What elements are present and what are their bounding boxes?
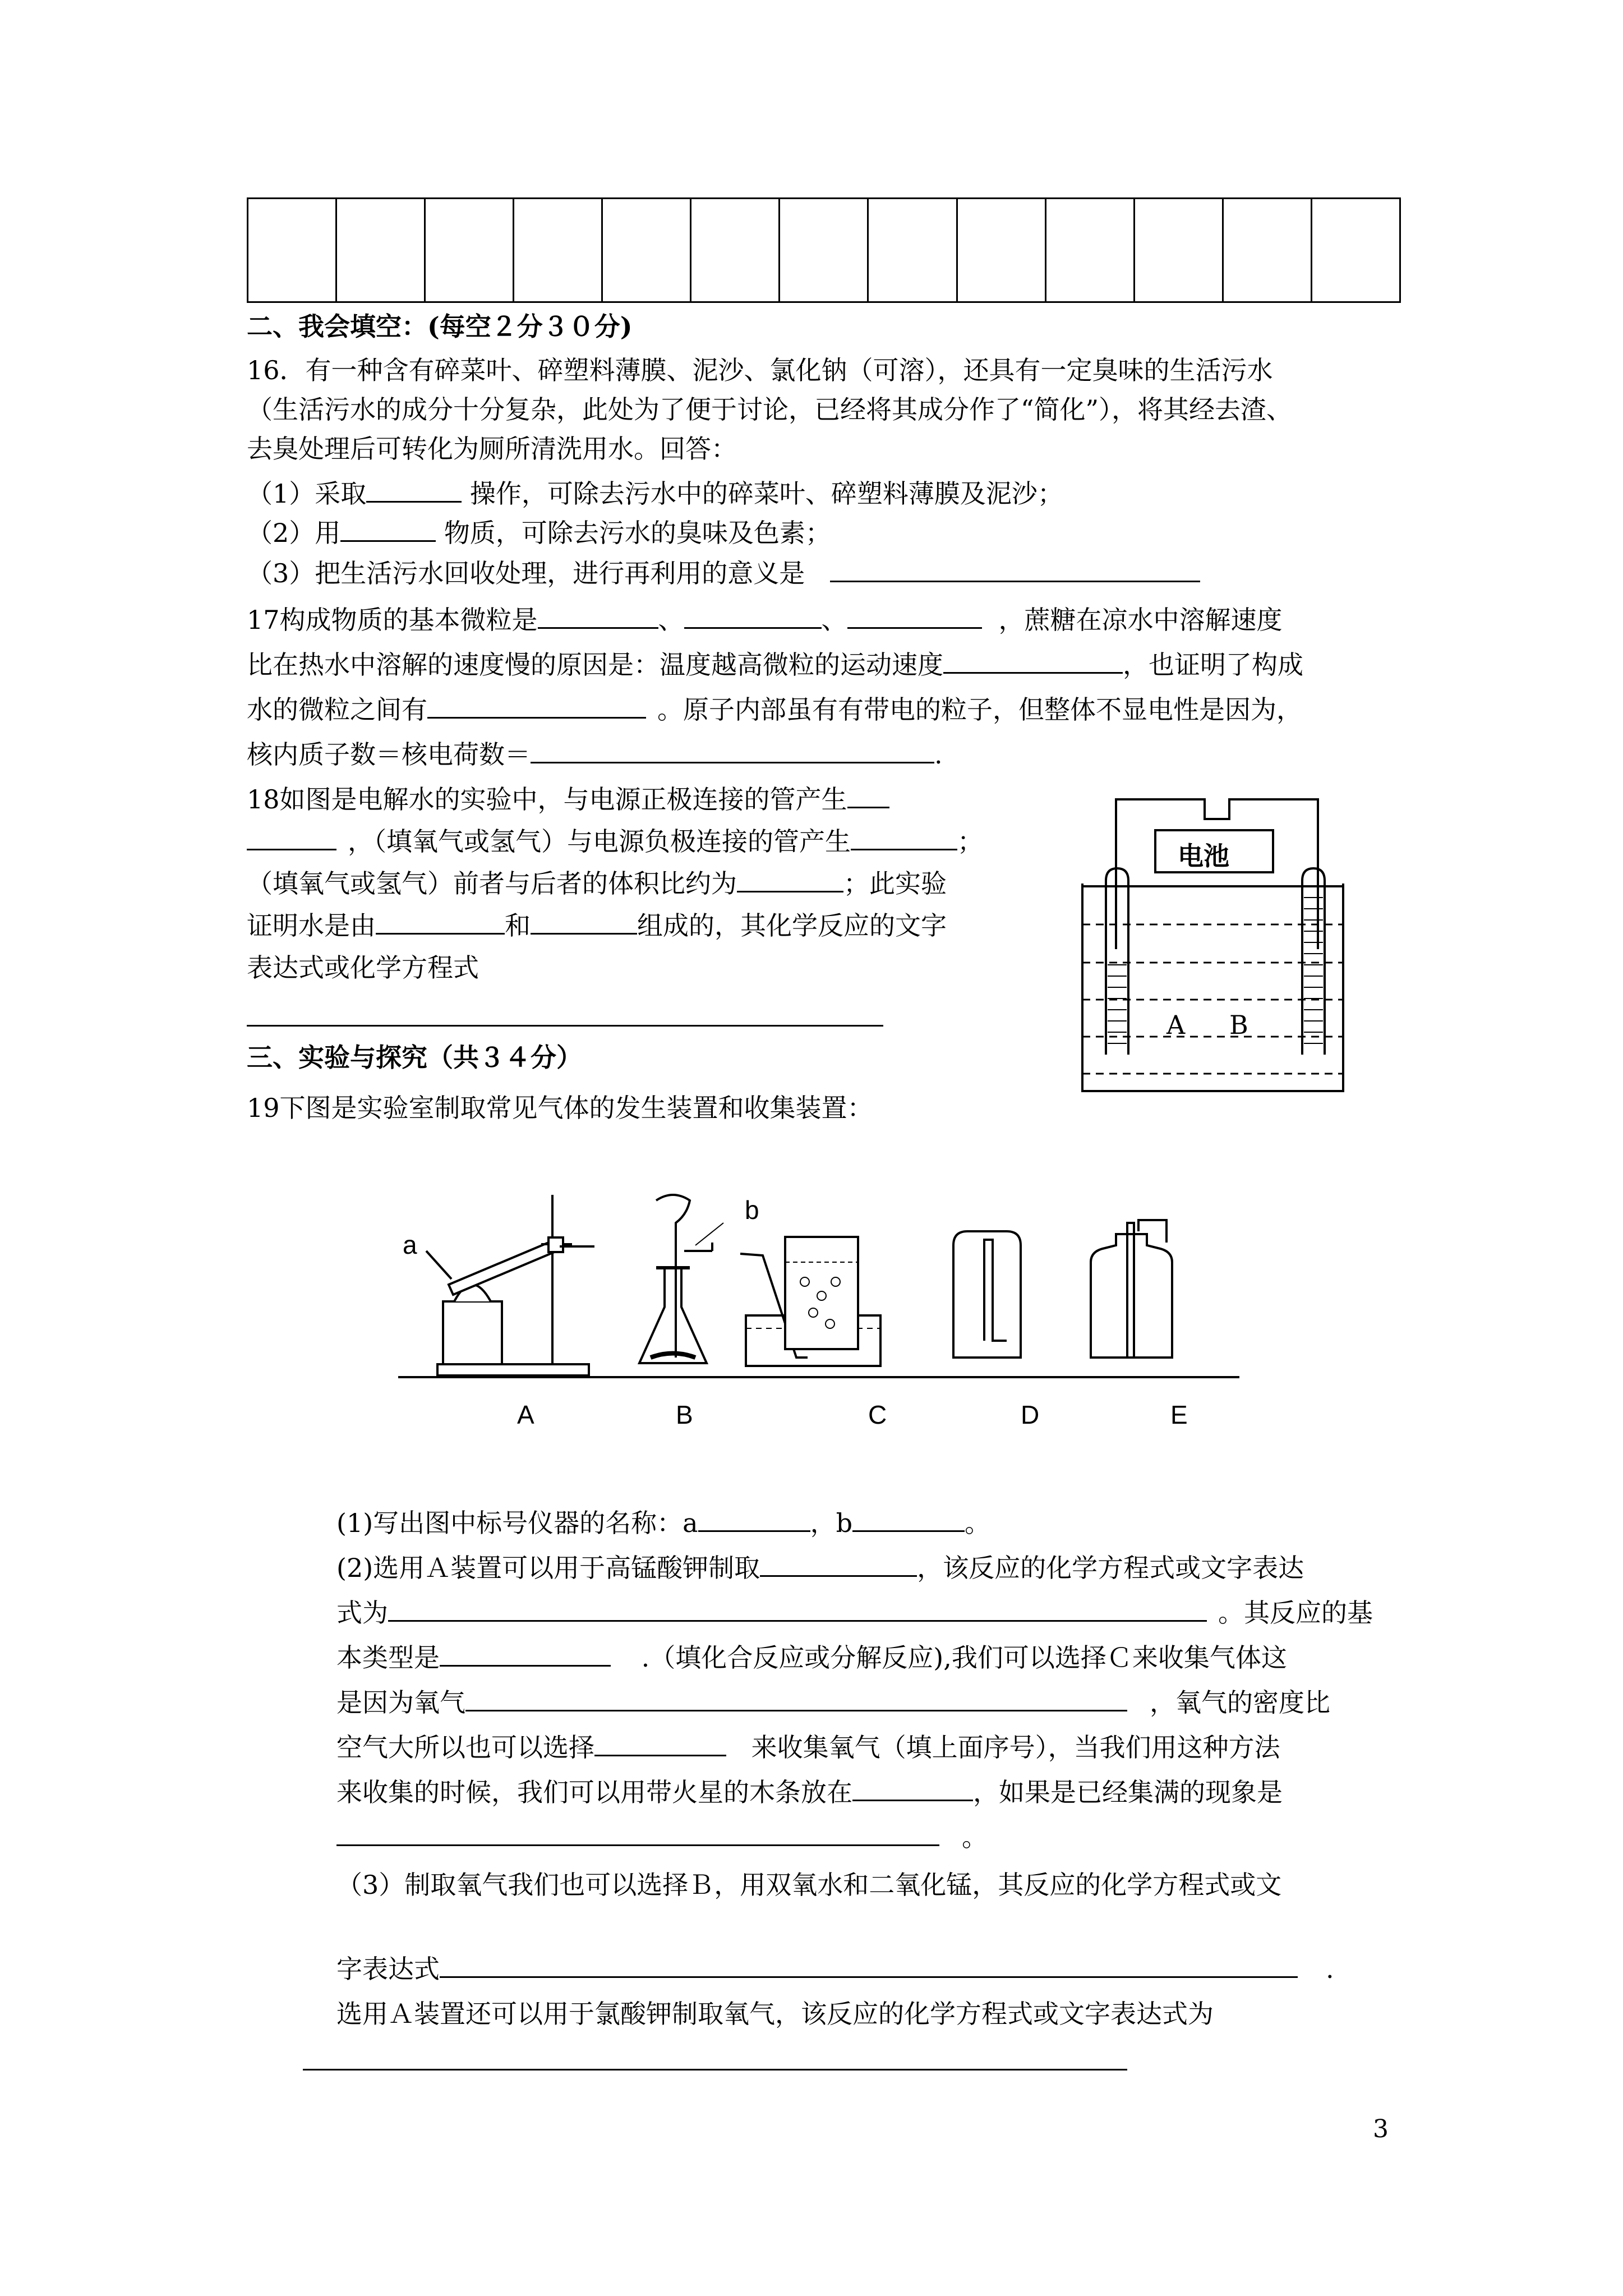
q18-blank-negative[interactable] xyxy=(851,848,957,850)
q17-text: 比在热水中溶解的速度慢的原因是：温度越高微粒的运动速度 xyxy=(247,650,943,680)
q19-text: 来收集氧气（填上面序号），当我们用这种方法 xyxy=(743,1732,1280,1763)
section2-heading: 二、我会填空：(每空２分３０分) xyxy=(247,311,633,342)
q16-text-3: 去臭处理后可转化为厕所清洗用水。回答： xyxy=(247,434,737,464)
q18-text: 和 xyxy=(505,910,531,941)
answer-cell[interactable] xyxy=(1134,199,1223,302)
q19-text: (2)选用Ａ装置可以用于高锰酸钾制取 xyxy=(336,1553,760,1583)
q18-text: 18如图是电解水的实验中，与电源正极连接的管产生 xyxy=(247,784,847,815)
q19-part3-line3: 选用Ａ装置还可以用于氯酸钾制取氧气，该反应的化学方程式或文字表达式为 xyxy=(336,1999,1214,2029)
q16-part3 xyxy=(247,556,1200,590)
q19-text: 空气大所以也可以选择 xyxy=(336,1732,594,1763)
q16-part2-prefix: （2）用 xyxy=(247,518,341,548)
q19-text: 。 xyxy=(965,1508,991,1538)
q19-blank-equation-c[interactable] xyxy=(303,2069,1127,2070)
q18-line-4 xyxy=(247,909,947,942)
q17-blank-particle-3[interactable] xyxy=(847,627,982,629)
page-number: 3 xyxy=(1373,2115,1389,2143)
apparatus-label-a: A xyxy=(517,1400,534,1429)
q18-blank-element-1[interactable] xyxy=(376,932,505,935)
apparatus-label-b: B xyxy=(676,1400,693,1429)
apparatus-b xyxy=(639,1195,723,1363)
q18-blank-equation[interactable] xyxy=(247,1025,883,1027)
q18-blank-positive-a[interactable] xyxy=(847,806,889,808)
answer-cell[interactable] xyxy=(1223,199,1311,302)
tube-a-label: A xyxy=(1166,1010,1186,1040)
answer-cell[interactable] xyxy=(425,199,514,302)
answer-cell[interactable] xyxy=(780,199,868,302)
q17-line-3 xyxy=(247,693,1302,726)
q17-text: 水的微粒之间有 xyxy=(247,694,427,725)
q18-text: ；此实验 xyxy=(843,868,947,899)
q19-text: 。 xyxy=(962,1822,988,1852)
q18-text: （填氧气或氢气）前者与后者的体积比约为 xyxy=(247,868,737,899)
battery-label: 电池 xyxy=(1178,841,1229,871)
q19-text: 。其反应的基 xyxy=(1218,1598,1373,1628)
q19-part2-line7 xyxy=(336,1820,988,1854)
q16-text-2: （生活污水的成分十分复杂，此处为了便于讨论，已经将其成分作了“简化”），将其经去渣、 xyxy=(247,394,1293,425)
q19-text: ，b xyxy=(810,1508,853,1538)
q19-text: 本类型是 xyxy=(336,1642,440,1673)
q17-line-1 xyxy=(247,603,1283,637)
q18-text: 证明水是由 xyxy=(247,910,376,941)
q16-text-1: 16．有一种含有碎菜叶、碎塑料薄膜、泥沙、氯化钠（可溶），还具有一定臭味的生活污水 xyxy=(247,355,1273,385)
q19-blank-instrument-b[interactable] xyxy=(852,1530,965,1532)
q19-part2-line5 xyxy=(336,1731,1280,1764)
apparatus-marker-a: a xyxy=(403,1230,417,1259)
q19-part2-line4 xyxy=(336,1686,1330,1719)
q19-part1 xyxy=(336,1506,990,1540)
q17-sep: 、 xyxy=(821,605,847,635)
q19-blank-position[interactable] xyxy=(852,1799,973,1801)
q18-line-3 xyxy=(247,867,947,900)
q19-part2-line1 xyxy=(336,1551,1304,1585)
q16-blank-meaning[interactable] xyxy=(830,580,1200,582)
q19-blank-instrument-a[interactable] xyxy=(698,1530,810,1532)
q19-text: ，该反应的化学方程式或文字表达 xyxy=(917,1553,1304,1583)
q16-part3-prefix: （3）把生活污水回收处理，进行再利用的意义是 xyxy=(247,558,813,588)
battery-wire xyxy=(1116,799,1318,949)
answer-cell[interactable] xyxy=(514,199,602,302)
q18-blank-positive-b[interactable] xyxy=(247,848,336,850)
q19-text: (1)写出图中标号仪器的名称：a xyxy=(336,1508,698,1538)
q17-text: ，蔗糖在凉水中溶解速度 xyxy=(998,605,1283,635)
q19-blank-gas[interactable] xyxy=(760,1575,917,1577)
q18-text: ； xyxy=(957,826,983,857)
apparatus-e xyxy=(1091,1220,1172,1358)
q19-blank-collector[interactable] xyxy=(594,1754,726,1756)
answer-table xyxy=(247,197,1401,303)
answer-cell[interactable] xyxy=(957,199,1045,302)
q16-part1 xyxy=(247,477,1063,510)
q16-part1-prefix: （1）采取 xyxy=(247,478,367,509)
q19-text: ，氧气的密度比 xyxy=(1150,1687,1330,1718)
q19-intro: 19下图是实验室制取常见气体的发生装置和收集装置： xyxy=(247,1093,873,1123)
q17-blank-speed[interactable] xyxy=(943,671,1123,674)
q17-line-4 xyxy=(247,738,943,771)
q19-text: 是因为氧气 xyxy=(336,1687,465,1718)
q19-part2-line6 xyxy=(336,1775,1283,1809)
apparatus-label-e: E xyxy=(1170,1400,1188,1429)
q18-line-2 xyxy=(247,825,983,858)
q17-text: 核内质子数＝核电荷数＝ xyxy=(247,739,531,770)
q17-text: 17构成物质的基本微粒是 xyxy=(247,605,538,635)
q19-text: . xyxy=(1326,1954,1334,1984)
answer-cell[interactable] xyxy=(1311,199,1400,302)
q19-blank-equation-a[interactable] xyxy=(388,1619,1207,1622)
apparatus-c xyxy=(740,1237,880,1366)
tube-b-label: B xyxy=(1229,1010,1248,1040)
apparatus-label-c: C xyxy=(868,1400,887,1429)
apparatus-figure xyxy=(393,1189,1245,1391)
answer-cell[interactable] xyxy=(602,199,691,302)
q19-text: 来收集的时候，我们可以用带火星的木条放在 xyxy=(336,1777,852,1807)
tube-b xyxy=(1302,868,1325,1055)
q16-blank-substance[interactable] xyxy=(340,540,436,542)
q18-line-1 xyxy=(247,783,889,816)
q17-blank-particle-2[interactable] xyxy=(684,627,822,629)
q17-text: 。原子内部虽有有带电的粒子，但整体不显电性是因为， xyxy=(657,694,1302,725)
q19-text: 式为 xyxy=(336,1598,388,1628)
q17-line-2 xyxy=(247,648,1303,682)
q19-part3-line1: （3）制取氧气我们也可以选择Ｂ，用双氧水和二氧化锰，其反应的化学方程式或文 xyxy=(336,1870,1282,1900)
q19-text: 字表达式 xyxy=(336,1954,440,1984)
q19-blank-full-phenomenon[interactable] xyxy=(336,1844,939,1846)
q16-part2 xyxy=(247,516,831,550)
q19-text: ，如果是已经集满的现象是 xyxy=(973,1777,1283,1807)
apparatus-d xyxy=(953,1231,1021,1358)
q19-part3-line2 xyxy=(336,1952,1334,1986)
answer-table-row xyxy=(248,199,1400,302)
answer-cell[interactable] xyxy=(691,199,780,302)
q17-text: ，也证明了构成 xyxy=(1123,650,1303,680)
q17-blank-gap[interactable] xyxy=(427,716,646,719)
q19-blank-oxygen-property[interactable] xyxy=(465,1709,1127,1711)
q19-blank-reaction-type[interactable] xyxy=(440,1664,611,1667)
q19-blank-equation-b[interactable] xyxy=(440,1976,1298,1978)
answer-cell[interactable] xyxy=(1045,199,1134,302)
q18-text: ，（填氧气或氢气）与电源负极连接的管产生 xyxy=(348,826,851,857)
q18-blank-element-2[interactable] xyxy=(531,932,637,935)
apparatus-marker-b: b xyxy=(745,1195,759,1225)
q17-sep: 、 xyxy=(658,605,684,635)
apparatus-a xyxy=(426,1195,594,1375)
apparatus-label-d: D xyxy=(1021,1400,1040,1429)
q18-text: 组成的，其化学反应的文字 xyxy=(637,910,947,941)
q19-part2-line2 xyxy=(336,1596,1373,1630)
q16-blank-operation[interactable] xyxy=(366,500,462,503)
q16-part1-suffix: 操作，可除去污水中的碎菜叶、碎塑料薄膜及泥沙； xyxy=(462,478,1063,509)
q19-text: .（填化合反应或分解反应),我们可以选择Ｃ来收集气体这 xyxy=(633,1642,1287,1673)
q18-line-5: 表达式或化学方程式 xyxy=(247,953,479,983)
answer-cell[interactable] xyxy=(248,199,336,302)
section3-heading: 三、实验与探究（共３４分） xyxy=(247,1042,582,1073)
answer-cell[interactable] xyxy=(336,199,425,302)
q19-part2-line3 xyxy=(336,1641,1287,1674)
q18-blank-ratio[interactable] xyxy=(737,890,843,892)
q17-blank-electrons[interactable] xyxy=(531,761,934,763)
q16-part2-suffix: 物质，可除去污水的臭味及色素； xyxy=(436,518,831,548)
q17-text: . xyxy=(934,739,943,770)
answer-cell[interactable] xyxy=(868,199,957,302)
q17-blank-particle-1[interactable] xyxy=(538,627,658,629)
